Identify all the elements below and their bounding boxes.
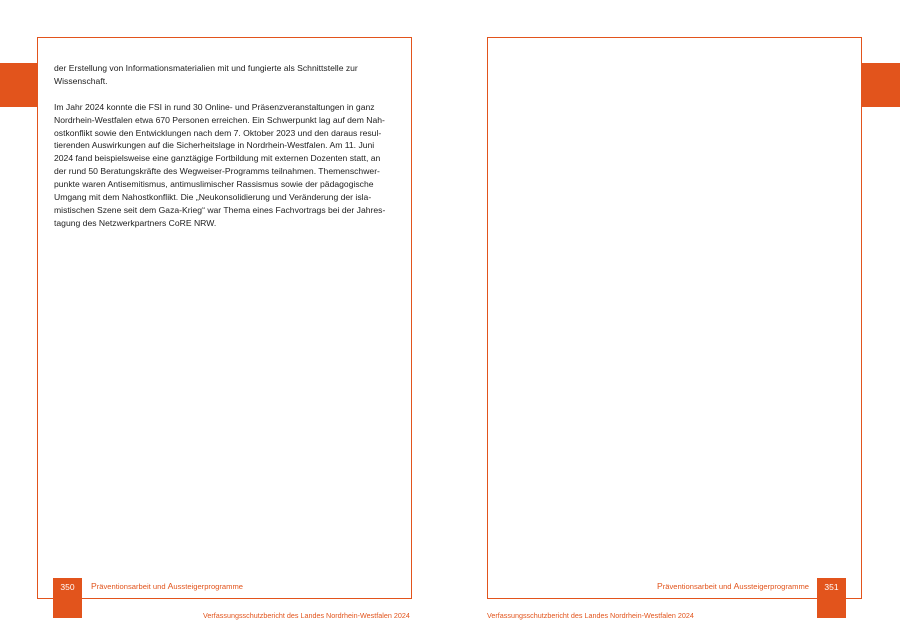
right-edge-tab (860, 63, 900, 107)
page-number: 350 (60, 582, 75, 592)
page-number: 351 (824, 582, 839, 592)
text-line: tierenden Auswirkungen auf die Sicherheitslage in Nordrhein-Westfalen. Am 11. Juni (54, 140, 375, 151)
text-line: der rund 50 Beratungskräfte des Wegweiser-Programms teilnahmen. Themenschwer- (54, 166, 380, 177)
left-page-body (54, 62, 399, 243)
left-section-title (91, 581, 243, 591)
right-footer: Verfassungsschutzbericht des Landes Nordrhein-Westfalen 2024 (487, 611, 694, 620)
right-section-title (657, 581, 809, 591)
title-rest: räventionsarbeit und (662, 582, 734, 591)
title-rest: ussteigerprogramme (739, 582, 809, 591)
right-page-number-box (817, 578, 846, 618)
paragraph-2 (54, 101, 399, 230)
text-line: Nordrhein-Westfalen etwa 670 Personen erreichen. Ein Schwerpunkt lag auf dem Nah- (54, 114, 385, 125)
text-line: Im Jahr 2024 konnte die FSI in rund 30 Online- und Präsenzveranstaltungen in ganz (54, 101, 375, 112)
text-line: tagung des Netzwerkpartners CoRE NRW. (54, 217, 217, 228)
text-line: der Erstellung von Informationsmaterialien mit und fungierte als Schnittstelle zur (54, 63, 358, 73)
text-line: Umgang mit dem Nahostkonflikt. Die „Neukonsolidierung und Veränderung der isla- (54, 192, 372, 203)
title-cap: P (91, 581, 97, 591)
title-cap: A (733, 581, 740, 591)
text-line: ostkonflikt sowie den Entwicklungen nach dem 7. Oktober 2023 und den daraus resul- (54, 127, 382, 138)
right-page-frame (487, 37, 862, 599)
title-cap: P (656, 581, 663, 591)
title-cap: A (167, 581, 174, 591)
text-line: mistischen Szene seit dem Gaza-Krieg“ war Thema eines Fachvortrags bei der Jahres- (54, 204, 386, 215)
left-footer: Verfassungsschutzbericht des Landes Nordrhein-Westfalen 2024 (203, 611, 410, 620)
text-line: 2024 fand beispielsweise eine ganztägige Fortbildung mit externen Dozenten statt, an (54, 153, 381, 164)
left-edge-tab (0, 63, 40, 107)
paragraph-1 (54, 62, 399, 88)
title-rest: ussteigerprogramme (173, 582, 244, 591)
left-page-number-box (53, 578, 82, 618)
text-line: Wissenschaft. (54, 75, 108, 86)
text-line: punkte waren Antisemitismus, antimuslimischer Rassismus sowie der pädagogische (54, 179, 374, 190)
title-rest: räventionsarbeit und (96, 582, 168, 591)
